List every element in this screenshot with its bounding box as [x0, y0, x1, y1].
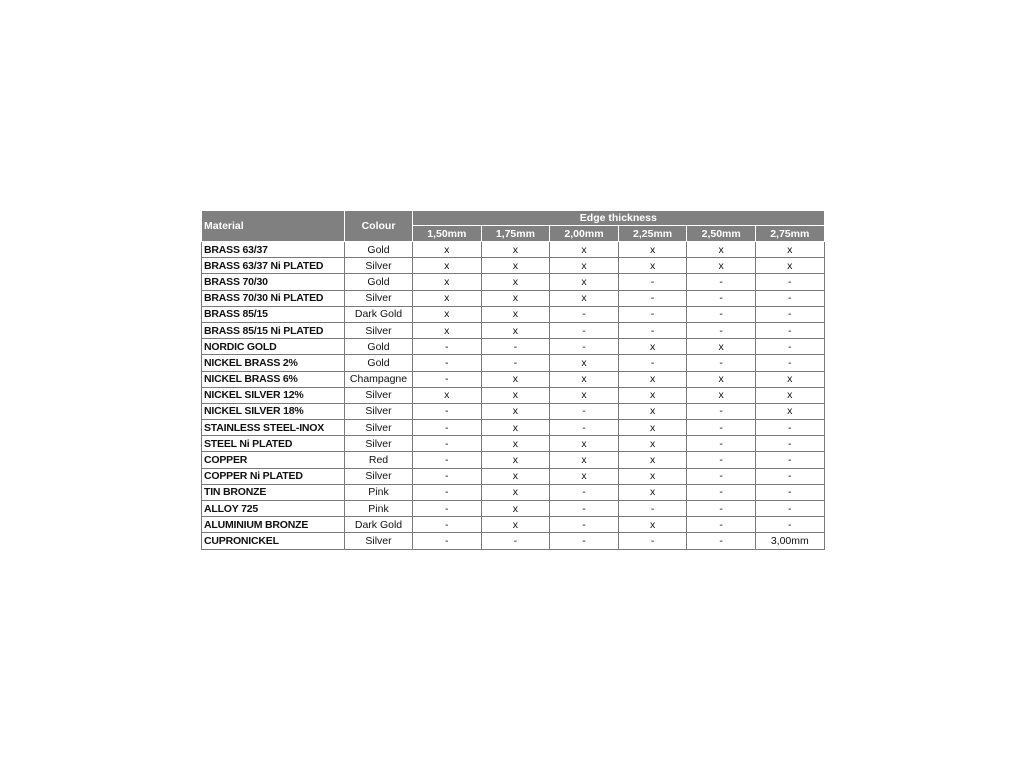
availability-cell: x	[481, 290, 550, 306]
material-cell: NICKEL BRASS 6%	[202, 371, 345, 387]
availability-cell: x	[618, 242, 687, 258]
availability-cell: x	[413, 306, 482, 322]
availability-cell: x	[550, 468, 619, 484]
availability-cell: x	[550, 242, 619, 258]
material-cell: CUPRONICKEL	[202, 533, 345, 549]
table-row	[202, 484, 825, 500]
availability-cell: -	[481, 355, 550, 371]
availability-cell: -	[755, 501, 824, 517]
colour-cell: Silver	[345, 322, 413, 338]
availability-cell: x	[413, 274, 482, 290]
availability-cell: -	[413, 517, 482, 533]
availability-cell: -	[481, 339, 550, 355]
availability-cell: x	[413, 322, 482, 338]
colour-cell: Dark Gold	[345, 517, 413, 533]
table-row	[202, 420, 825, 436]
availability-cell: -	[550, 484, 619, 500]
material-cell: STEEL Ni PLATED	[202, 436, 345, 452]
availability-cell: -	[755, 355, 824, 371]
availability-cell: x	[481, 436, 550, 452]
availability-cell: -	[413, 371, 482, 387]
availability-cell: x	[618, 371, 687, 387]
availability-cell: -	[755, 306, 824, 322]
availability-cell: -	[755, 517, 824, 533]
availability-cell: -	[550, 533, 619, 549]
availability-cell: -	[687, 306, 756, 322]
material-cell: BRASS 70/30	[202, 274, 345, 290]
availability-cell: x	[550, 436, 619, 452]
table-body	[202, 242, 825, 550]
table-row	[202, 501, 825, 517]
availability-cell: -	[687, 274, 756, 290]
table-header	[202, 211, 825, 242]
table-row	[202, 533, 825, 549]
table-row	[202, 403, 825, 419]
availability-cell: -	[618, 501, 687, 517]
availability-cell: -	[687, 468, 756, 484]
table-row	[202, 290, 825, 306]
availability-cell: x	[413, 242, 482, 258]
availability-cell: x	[618, 452, 687, 468]
availability-cell: x	[618, 420, 687, 436]
availability-cell: -	[413, 436, 482, 452]
header-thickness: 2,50mm	[687, 226, 756, 242]
material-cell: NICKEL SILVER 18%	[202, 403, 345, 419]
availability-cell: -	[413, 501, 482, 517]
header-thickness: 2,75mm	[755, 226, 824, 242]
availability-cell: -	[687, 533, 756, 549]
header-colour: Colour	[345, 211, 413, 242]
material-cell: ALUMINIUM BRONZE	[202, 517, 345, 533]
availability-cell: x	[687, 339, 756, 355]
availability-cell: x	[618, 468, 687, 484]
availability-cell: x	[481, 420, 550, 436]
availability-cell: x	[413, 387, 482, 403]
availability-cell: 3,00mm	[755, 533, 824, 549]
availability-cell: -	[755, 468, 824, 484]
availability-cell: x	[550, 290, 619, 306]
header-thickness: 1,50mm	[413, 226, 482, 242]
availability-cell: -	[413, 452, 482, 468]
availability-cell: -	[413, 468, 482, 484]
availability-cell: x	[481, 258, 550, 274]
table-row	[202, 436, 825, 452]
availability-cell: x	[687, 258, 756, 274]
availability-cell: -	[755, 322, 824, 338]
availability-cell: -	[413, 533, 482, 549]
material-cell: TIN BRONZE	[202, 484, 345, 500]
availability-cell: x	[755, 242, 824, 258]
colour-cell: Champagne	[345, 371, 413, 387]
availability-cell: -	[687, 290, 756, 306]
availability-cell: -	[413, 339, 482, 355]
availability-cell: -	[618, 533, 687, 549]
availability-cell: x	[618, 339, 687, 355]
availability-cell: -	[618, 290, 687, 306]
material-cell: COPPER	[202, 452, 345, 468]
availability-cell: -	[413, 484, 482, 500]
availability-cell: x	[550, 387, 619, 403]
table-row	[202, 274, 825, 290]
table-row	[202, 387, 825, 403]
availability-cell: x	[550, 355, 619, 371]
availability-cell: -	[550, 517, 619, 533]
material-thickness-table-wrapper	[201, 210, 824, 550]
availability-cell: x	[618, 403, 687, 419]
availability-cell: -	[413, 420, 482, 436]
availability-cell: -	[687, 355, 756, 371]
material-cell: COPPER Ni PLATED	[202, 468, 345, 484]
availability-cell: x	[481, 452, 550, 468]
availability-cell: x	[481, 468, 550, 484]
availability-cell: -	[687, 420, 756, 436]
availability-cell: -	[755, 339, 824, 355]
availability-cell: x	[755, 403, 824, 419]
header-material: Material	[202, 211, 345, 242]
material-cell: ALLOY 725	[202, 501, 345, 517]
availability-cell: x	[755, 258, 824, 274]
colour-cell: Gold	[345, 355, 413, 371]
availability-cell: -	[687, 517, 756, 533]
availability-cell: x	[481, 371, 550, 387]
availability-cell: -	[755, 484, 824, 500]
availability-cell: -	[687, 501, 756, 517]
availability-cell: x	[481, 387, 550, 403]
availability-cell: -	[755, 420, 824, 436]
table-row	[202, 242, 825, 258]
material-cell: NORDIC GOLD	[202, 339, 345, 355]
availability-cell: -	[550, 501, 619, 517]
material-cell: BRASS 85/15 Ni PLATED	[202, 322, 345, 338]
material-cell: BRASS 63/37 Ni PLATED	[202, 258, 345, 274]
availability-cell: x	[550, 371, 619, 387]
availability-cell: -	[481, 533, 550, 549]
material-cell: BRASS 70/30 Ni PLATED	[202, 290, 345, 306]
availability-cell: -	[687, 484, 756, 500]
colour-cell: Gold	[345, 242, 413, 258]
material-cell: BRASS 63/37	[202, 242, 345, 258]
material-cell: BRASS 85/15	[202, 306, 345, 322]
colour-cell: Silver	[345, 468, 413, 484]
availability-cell: -	[618, 306, 687, 322]
availability-cell: x	[550, 274, 619, 290]
material-cell: NICKEL BRASS 2%	[202, 355, 345, 371]
material-cell: STAINLESS STEEL-INOX	[202, 420, 345, 436]
table-row	[202, 322, 825, 338]
colour-cell: Silver	[345, 387, 413, 403]
availability-cell: x	[618, 517, 687, 533]
availability-cell: -	[755, 290, 824, 306]
availability-cell: -	[550, 322, 619, 338]
table-row	[202, 306, 825, 322]
availability-cell: x	[481, 484, 550, 500]
availability-cell: x	[481, 403, 550, 419]
availability-cell: x	[618, 258, 687, 274]
availability-cell: x	[481, 501, 550, 517]
colour-cell: Silver	[345, 436, 413, 452]
colour-cell: Silver	[345, 420, 413, 436]
availability-cell: x	[618, 484, 687, 500]
availability-cell: -	[550, 403, 619, 419]
availability-cell: -	[687, 322, 756, 338]
colour-cell: Red	[345, 452, 413, 468]
availability-cell: -	[618, 274, 687, 290]
table-row	[202, 517, 825, 533]
availability-cell: x	[687, 242, 756, 258]
availability-cell: x	[481, 242, 550, 258]
colour-cell: Pink	[345, 501, 413, 517]
colour-cell: Gold	[345, 339, 413, 355]
availability-cell: x	[481, 274, 550, 290]
availability-cell: x	[687, 387, 756, 403]
availability-cell: -	[687, 452, 756, 468]
availability-cell: -	[755, 274, 824, 290]
header-edge-thickness: Edge thickness	[413, 211, 825, 226]
table-row	[202, 452, 825, 468]
material-thickness-table	[201, 210, 825, 550]
availability-cell: -	[687, 436, 756, 452]
availability-cell: -	[550, 339, 619, 355]
availability-cell: x	[755, 387, 824, 403]
availability-cell: x	[413, 258, 482, 274]
colour-cell: Gold	[345, 274, 413, 290]
colour-cell: Silver	[345, 290, 413, 306]
availability-cell: x	[755, 371, 824, 387]
availability-cell: x	[618, 436, 687, 452]
availability-cell: x	[413, 290, 482, 306]
availability-cell: x	[618, 387, 687, 403]
availability-cell: x	[481, 517, 550, 533]
colour-cell: Silver	[345, 533, 413, 549]
availability-cell: x	[481, 306, 550, 322]
header-thickness: 2,25mm	[618, 226, 687, 242]
table-row	[202, 371, 825, 387]
availability-cell: -	[550, 306, 619, 322]
colour-cell: Silver	[345, 258, 413, 274]
table-row	[202, 355, 825, 371]
availability-cell: -	[687, 403, 756, 419]
table-row	[202, 339, 825, 355]
availability-cell: -	[550, 420, 619, 436]
availability-cell: -	[755, 452, 824, 468]
availability-cell: x	[550, 258, 619, 274]
colour-cell: Silver	[345, 403, 413, 419]
colour-cell: Dark Gold	[345, 306, 413, 322]
table-row	[202, 468, 825, 484]
table-row	[202, 258, 825, 274]
availability-cell: x	[481, 322, 550, 338]
header-thickness: 1,75mm	[481, 226, 550, 242]
availability-cell: -	[618, 322, 687, 338]
availability-cell: -	[755, 436, 824, 452]
availability-cell: x	[687, 371, 756, 387]
colour-cell: Pink	[345, 484, 413, 500]
availability-cell: x	[550, 452, 619, 468]
availability-cell: -	[618, 355, 687, 371]
availability-cell: -	[413, 403, 482, 419]
material-cell: NICKEL SILVER 12%	[202, 387, 345, 403]
availability-cell: -	[413, 355, 482, 371]
header-thickness: 2,00mm	[550, 226, 619, 242]
